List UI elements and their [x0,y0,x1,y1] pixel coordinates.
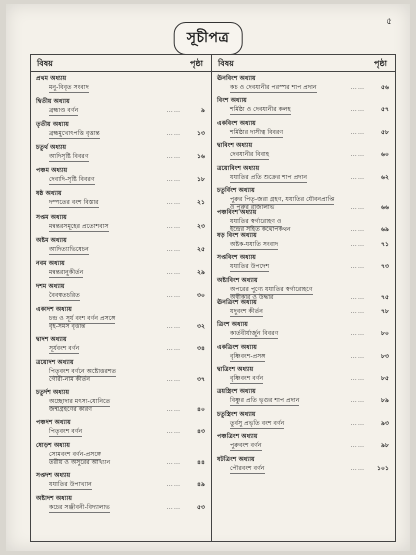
leader-dots: …… [350,464,365,472]
entry-page-number: ৫৮ [380,128,389,136]
entry-subject: বৈবস্বতচরিত [49,291,80,299]
contents-table [30,54,396,542]
page-title: সূচীপত্র [174,22,243,55]
entry-subject: পিতৃবংশ বর্ণনে অষ্টোত্তরশত [49,368,117,376]
chapter-title: পঞ্চম অধ্যায় [36,167,68,175]
leader-dots: …… [166,428,181,436]
entry-page-number: ৪৪ [196,459,205,467]
chapter-title: দ্বাদশ অধ্যায় [36,335,67,343]
chapter-title: একাদশ অধ্যায় [36,305,72,313]
entry-subject: পৌরবংশ বর্ণন [230,464,265,472]
entry-subject: পুরুবংশ বর্ণন [230,442,262,450]
entry-page-number: ২৩ [196,222,205,230]
book-page [6,4,410,551]
entry-subject: যদুবংশ কীর্তন [230,307,263,315]
entry-subject: দেবাদি-সৃষ্টি বিবরণ [49,176,95,184]
entry-page-number: ৬০ [380,151,389,159]
entry-page-number: ৯ [200,107,205,115]
leader-dots: …… [166,153,181,161]
leader-dots: …… [350,226,365,234]
leader-dots: …… [350,307,365,315]
chapter-title: চতুস্ত্রিংশ অধ্যায় [217,410,256,418]
leader-dots: …… [166,481,181,489]
toc-entry [212,365,395,387]
leader-dots: …… [166,268,181,276]
toc-entry [212,141,395,163]
chapter-title: ষষ্ঠ অধ্যায় [36,190,62,198]
leader-dots: …… [350,173,365,181]
left-header-subject: বিষয় [37,59,53,68]
entry-page-number: ৭৩ [380,263,389,271]
entry-subject: দম্পতের বংশ বিস্তার [49,199,99,207]
chapter-title: ঊনত্রিংশ অধ্যায় [217,298,257,306]
entry-subject: আদিত্যাভিষেচন [49,245,89,253]
entry-page-number: ৬৬ [380,203,389,211]
entry-subject: কচ ও দেবযানীর পরস্পর শাপ প্রদান [230,84,317,91]
leader-dots: …… [166,291,181,299]
entry-page-number: ১০১ [376,464,389,472]
chapter-title: পঞ্চত্রিংশ অধ্যায় [217,433,258,441]
leader-dots: …… [166,222,181,230]
leader-dots: …… [350,293,365,301]
entry-subject: কার্তবীর্যার্জুন বিবরণ [230,330,279,338]
entry-page-number: ৪৯ [196,481,205,489]
entry-subject: বিষ্ণুর প্রতি ভৃগুর শাপ প্রদান [230,397,300,405]
entry-subject: যযাতির প্রতি শুক্রের শাপ প্রদান [230,173,308,181]
toc-entry [31,358,211,388]
entry-page-number: ৭১ [380,240,389,248]
entry-page-number: ১৬ [196,153,205,161]
toc-entry [31,259,211,282]
leader-dots: …… [350,263,365,271]
right-entries [212,72,395,477]
chapter-title: নবম অধ্যায় [36,259,65,267]
leader-dots: …… [350,84,365,91]
chapter-title: ষোড়শ অধ্যায় [36,442,71,450]
chapter-title: একবিংশ অধ্যায় [217,119,256,127]
right-column [212,55,395,541]
entry-subject: মন্বন্তরসমূহের প্রতোশবাস [49,222,109,230]
entry-subject-cont: জন্মগ্রহণের কারণ [49,406,92,414]
leader-dots: …… [350,352,365,360]
chapter-title: অষ্টাবিংশ অধ্যায় [217,276,258,284]
leader-dots: …… [350,397,365,405]
toc-entry [212,164,395,186]
leader-dots: …… [350,330,365,338]
leader-dots: …… [166,199,181,207]
entry-subject: যযাতির স্বর্গারোহণ ও [230,218,282,226]
right-header-subject: বিষয় [218,59,234,68]
toc-entry [212,455,395,477]
right-header-page: পৃষ্ঠা [374,59,387,68]
chapter-title: বিংশ অধ্যায় [217,97,247,105]
entry-subject: ব্রহ্মমুখোৎপত্তি বৃত্তান্ত [49,130,100,138]
chapter-title: পঞ্চবিংশ অধ্যায় [217,209,257,217]
entry-subject: বৃষ্ণিবংশ বর্ণন [230,375,264,383]
leader-dots: …… [166,459,181,467]
entry-page-number: ৪০ [196,406,205,414]
leader-dots: …… [166,376,181,384]
toc-entry [212,343,395,365]
toc-entry [31,335,211,358]
toc-entry [31,305,211,335]
entry-page-number: ৩৭ [196,376,205,384]
toc-entry [212,119,395,141]
chapter-title: ত্রয়োবিংশ অধ্যায় [217,164,260,172]
entry-page-number: ৫৩ [196,504,205,512]
entry-page-number: ৮৯ [380,397,389,405]
chapter-title: দ্বিতীয় অধ্যায় [36,98,70,106]
toc-entry [31,418,211,441]
toc-entry [31,120,211,143]
page-number: ৫ [386,17,392,27]
entry-subject: সোমবংশ বর্ণন-প্রসঙ্গে [49,451,101,459]
toc-entry [212,253,395,275]
leader-dots: …… [166,130,181,138]
toc-entry [212,298,395,320]
entry-page-number: ৮০ [380,330,389,338]
leader-dots: …… [350,375,365,383]
right-header [212,55,395,72]
entry-subject: অপরের পুণ্যে যযাতির স্বর্গারোহণে [230,285,313,293]
toc-entry [31,143,211,166]
chapter-title: দশম অধ্যায় [36,282,65,290]
toc-entry [212,320,395,342]
entry-page-number: ৮৫ [380,375,389,383]
leader-dots: …… [166,406,181,414]
entry-page-number: ৫৭ [380,106,389,114]
toc-entry [31,471,211,494]
chapter-title: অষ্টম অধ্যায় [36,236,67,244]
entry-subject: সূর্যবংশ বর্ণন [49,344,80,352]
toc-entry [212,231,395,253]
toc-entry [31,189,211,212]
entry-page-number: ১৩ [196,130,205,138]
toc-entry [212,74,395,96]
entry-page-number: ১৮ [196,176,205,184]
leader-dots: …… [166,344,181,352]
chapter-title: ষটত্রিংশ অধ্যায় [217,455,255,463]
entry-subject: বৃষ্ণিবংশ-প্রসঙ্গ [230,352,266,360]
chapter-title: চতুর্বিংশ অধ্যায় [217,186,255,194]
leader-dots: …… [350,151,365,159]
entry-page-number: ২৯ [196,268,205,276]
entry-subject: ব্রহ্মাণ্ড বর্ণন [49,107,79,115]
chapter-title: চতুর্দশ অধ্যায় [36,389,70,397]
toc-entry [31,236,211,259]
toc-entry [212,410,395,432]
entry-subject: মন্বন্তরানুকীর্তন [49,268,84,276]
entry-subject-cont: ইন্দ্রের সহিত কথোপকথন [230,226,291,234]
left-header [31,55,211,72]
toc-entry [212,96,395,118]
toc-entry [212,432,395,454]
chapter-title: পঞ্চদশ অধ্যায় [36,419,71,427]
leader-dots: …… [166,245,181,253]
entry-page-number: ৩৪ [196,344,205,352]
chapter-title: একত্রিংশ অধ্যায় [217,343,257,351]
chapter-title: সপ্তদশ অধ্যায় [36,472,71,480]
entry-page-number: ৯৮ [380,442,389,450]
toc-entry [31,282,211,305]
entry-page-number: ৩০ [196,291,205,299]
entry-page-number: ৩২ [196,322,205,330]
chapter-title: ত্রয়োদশ অধ্যায় [36,359,74,367]
entry-subject: কচের সঞ্জীবনী-বিদ্যালাভ [49,504,110,512]
chapter-title: ষড় বিংশ অধ্যায় [217,231,257,239]
chapter-title: সপ্তবিংশ অধ্যায় [217,254,256,262]
entry-page-number: ৯৩ [380,419,389,427]
entry-page-number: ৮৩ [380,352,389,360]
toc-entry [31,494,211,517]
entry-subject: চন্দ্র ও সূর্য বংশ বর্ণন প্রসঙ্গে [49,314,116,322]
entry-page-number: ৪৩ [196,428,205,436]
entry-page-number: ৭৫ [380,293,389,301]
left-header-page: পৃষ্ঠা [190,59,203,68]
leader-dots: …… [350,203,365,211]
toc-entry [31,97,211,120]
chapter-title: প্রথম অধ্যায় [36,75,67,82]
leader-dots: …… [350,240,365,248]
entry-subject: দেবযানীর বিবাহ [230,151,270,159]
toc-entry [212,208,395,234]
entry-subject-cont: তরীয় ও অসুরের আখ্যান [49,459,111,467]
chapter-title: সপ্তম অধ্যায় [36,213,67,221]
left-column [31,55,212,541]
entry-subject: যযাতির উপদেশ [230,263,270,271]
entry-subject: তুর্বসু প্রভৃতি বংশ বর্ণন [230,419,285,427]
entry-subject: শর্মিষ্ঠার দাসীত্ব বিবরণ [230,128,284,136]
chapter-title: ত্রয়স্ত্রিংশ অধ্যায় [217,388,256,396]
chapter-title: ত্রিংশ অধ্যায় [217,321,248,329]
leader-dots: …… [350,128,365,136]
entry-subject-cont: ও পুরুর রাজ্যলাভ [230,203,275,211]
entry-subject-cont: বৃহ-সমস বৃত্তান্ত [49,322,86,330]
chapter-title: দ্বাত্রিংশ অধ্যায় [217,366,254,374]
entry-subject: অষ্টক-যযাতি সংবাদ [230,240,279,248]
entry-subject: পিতৃবংশ বর্ণন [49,428,83,436]
toc-entry [212,276,395,301]
entry-page-number: ৭৮ [380,307,389,315]
leader-dots: …… [166,504,181,512]
toc-entry [212,186,395,211]
chapter-title: ঊনবিংশ অধ্যায় [217,75,256,82]
leader-dots: …… [166,176,181,184]
entry-subject: পুরুর পিতৃ-জরা গ্রহণ, যযাতির যৌবনপ্রাপ্তি [230,195,335,203]
chapter-title: অষ্টাদশ অধ্যায় [36,495,72,503]
chapter-title: দ্বাবিংশ অধ্যায় [217,142,253,150]
toc-entry [212,387,395,409]
leader-dots: …… [350,106,365,114]
toc-entry [31,441,211,471]
leader-dots: …… [350,419,365,427]
leader-dots: …… [166,322,181,330]
chapter-title: চতুর্থ অধ্যায় [36,144,67,152]
entry-page-number: ২১ [196,199,205,207]
entry-subject: মনু-বিবৃত সংবাদ [49,84,89,91]
leader-dots: …… [166,107,181,115]
leader-dots: …… [350,442,365,450]
toc-entry [31,74,211,97]
entry-page-number: ৫৬ [380,84,389,91]
toc-entry [31,166,211,189]
toc-entry [31,213,211,236]
entry-subject-cont: অস্বীকার ও উদ্ধার [230,293,274,301]
chapter-title: তৃতীয় অধ্যায় [36,121,69,129]
entry-subject: যযাতির উপাখ্যান [49,481,92,489]
entry-page-number: ২৫ [196,245,205,253]
entry-subject: শর্মিষ্ঠা ও দেবযানীর কলহ [230,106,291,114]
entry-page-number: ৬২ [380,173,389,181]
entry-subject-cont: গৌরী-নাম কীর্তন [49,376,91,384]
left-entries [31,72,211,517]
entry-subject: আদিসৃষ্টি বিবরণ [49,153,89,161]
entry-page-number: ৬৯ [380,226,389,234]
entry-subject: অচ্ছোদার মৎস্য-যোনিতে [49,398,111,406]
toc-entry [31,388,211,418]
